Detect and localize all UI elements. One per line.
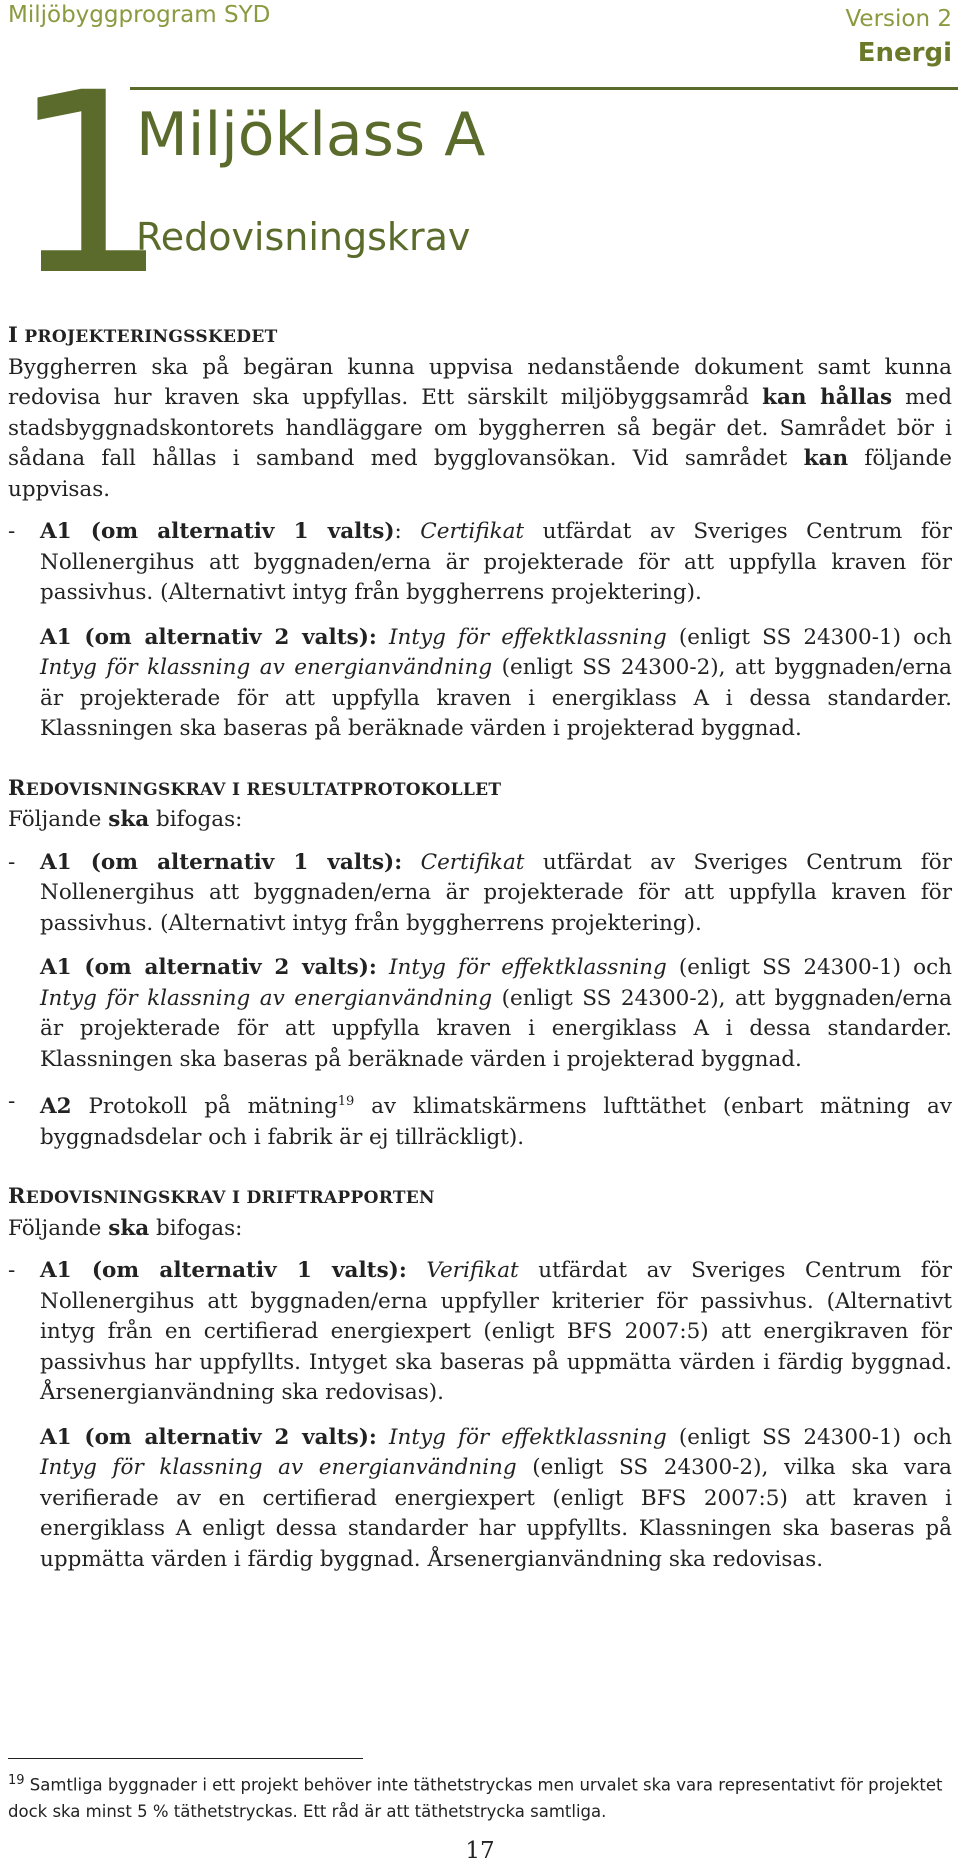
footnote-text: Samtliga byggnader i ett projekt behöver inte täthetstryckas men urvalet ska vara representativt för projektet dock ska minst 5 % täthetstryckas. Ett råd är att täthetstrycka samtliga.: [8, 1775, 943, 1821]
section-heading-projektering: I PROJEKTERINGSSKEDET: [8, 322, 278, 347]
header-meta: [845, 2, 952, 70]
projektering-intro: Byggherren ska på begäran kunna uppvisa nedanstående dokument samt kunna redovisa hur kraven ska uppfyllas. Ett särskilt miljöbyggsamråd kan hållas med stadsbyggnadskontorets handläggare om byggherren så begär det. Samrådet bör i sådana fall hållas i samband med bygglovansökan. Vid samrådet kan följande uppvisas.: [8, 354, 952, 502]
footnote-ref: 19: [337, 1094, 355, 1109]
section-label: Energi: [857, 38, 952, 68]
footnote-rule: [8, 1758, 363, 1759]
chapter-subtitle: Redovisningskrav: [136, 215, 471, 259]
list-item: - A1 (om alternativ 1 valts): Certifikat utfärdat av Sveriges Centrum för Nollenergihus att byggnaden/erna är projekterade för att uppfylla kraven för passivhus. (Alternativt intyg från byggherrens projektering). A1 (om alternativ 2 valts): Intyg för effektklassning (enligt SS 24300-1) och Intyg för klassning av energianvändning (enligt SS 24300-2), att byggnaden/erna är projekterade för att uppfylla kraven i energiklass A i dessa standarder. Klassningen ska baseras på beräknade värden i projekterad byggnad.: [8, 849, 953, 1072]
version-label: Version 2: [845, 6, 952, 32]
resultatprotokoll-intro: Följande ska bifogas:: [8, 807, 243, 832]
list-dash: -: [8, 849, 16, 875]
driftrapport-intro: Följande ska bifogas:: [8, 1215, 243, 1241]
document-body: [8, 320, 952, 1575]
header-rule: [130, 87, 958, 90]
list-dash: -: [8, 1258, 16, 1284]
section-heading-resultatprotokoll: REDOVISNINGSKRAV I RESULTATPROTOKOLLET: [8, 774, 502, 800]
list-dash: -: [8, 1089, 16, 1114]
list-item: - A1 (om alternativ 1 valts): Verifikat utfärdat av Sveriges Centrum för Nollenergihus att byggnaden/erna uppfyller kriterier för passivhus. (Alternativt intyg från en certifierad energiexpert (enligt BFS 2007:5) att energikraven för passivhus har uppfyllts. Intyget ska baseras på uppmätta värden i färdig byggnad. Årsenergianvändning ska redovisas). A1 (om alternativ 2 valts): Intyg för effektklassning (enligt SS 24300-1) och Intyg för klassning av energianvändning (enligt SS 24300-2), vilka ska vara verifierade av en certifierad energiexpert (enligt BFS 2007:5) att kraven i energiklass A enligt dessa standarder har uppfyllts. Klassningen ska baseras på uppmätta värden i färdig byggnad. Årsenergianvändning ska redovisas.: [8, 1258, 953, 1572]
list-item: - A2 Protokoll på mätning$^{19}$ av klimatskärmens lufttäthet (enbart mätning av byggnadsdelar och i fabrik är ej tillräckligt).: [8, 1089, 952, 1150]
chapter-title: Miljöklass A: [136, 100, 486, 170]
footnote: [8, 1768, 952, 1825]
section-heading-driftrapport: REDOVISNINGSKRAV I DRIFTRAPPORTEN: [8, 1183, 435, 1209]
list-dash: -: [8, 519, 16, 544]
program-name: Miljöbyggprogram SYD: [8, 2, 271, 28]
footnote-number: 19: [8, 1773, 25, 1788]
chapter-number: 1: [10, 39, 160, 330]
page-number: 17: [465, 1838, 495, 1864]
list-item: - A1 (om alternativ 1 valts): Certifikat utfärdat av Sveriges Centrum för Nollenergihus att byggnaden/erna är projekterade för att uppfylla kraven för passivhus. (Alternativt intyg från byggherrens projektering). A1 (om alternativ 2 valts): Intyg för effektklassning (enligt SS 24300-1) och Intyg för klassning av energianvändning (enligt SS 24300-2), att byggnaden/erna är projekterade för att uppfylla kraven i energiklass A i dessa standarder. Klassningen ska baseras på beräknade värden i projekterad byggnad.: [8, 519, 953, 741]
